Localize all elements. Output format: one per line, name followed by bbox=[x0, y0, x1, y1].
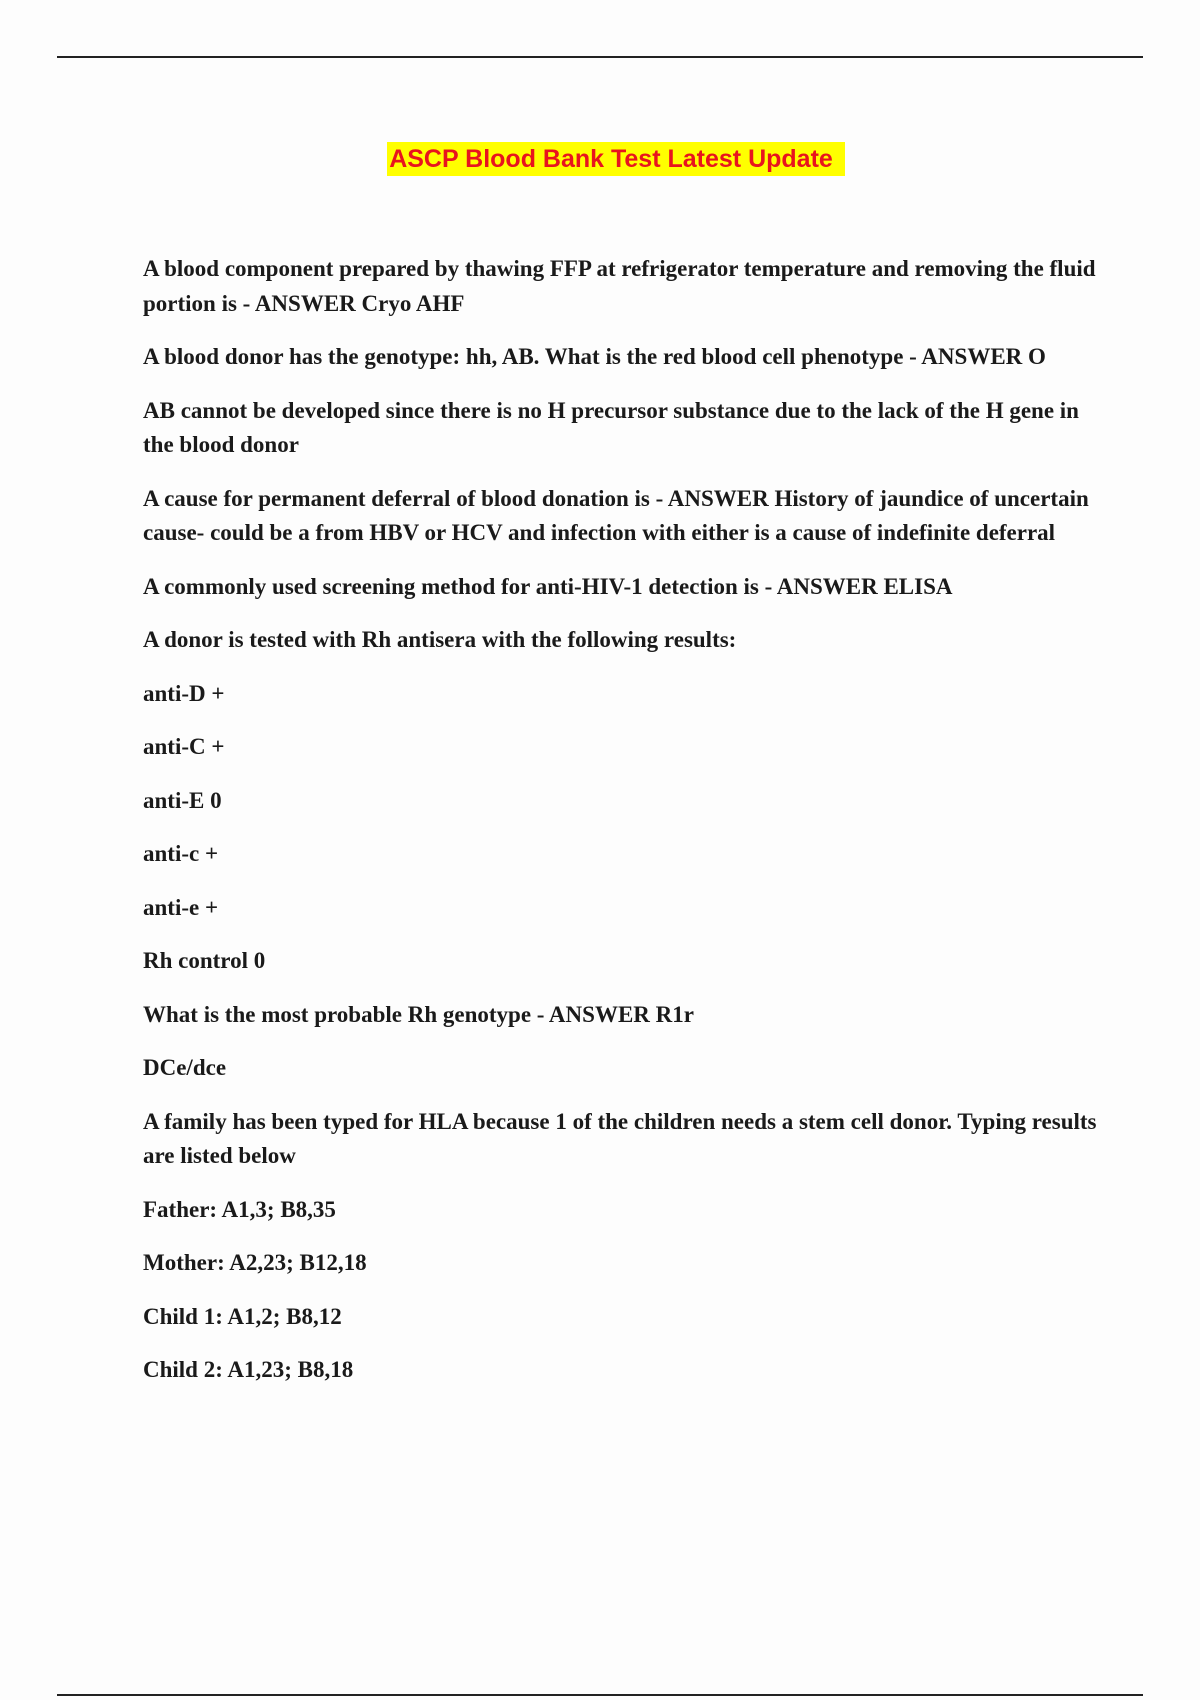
title-container bbox=[0, 142, 1200, 176]
rh-result-anti-e-lower: anti-e + bbox=[143, 894, 219, 920]
top-rule bbox=[57, 56, 1143, 58]
qa-genotype-explanation: AB cannot be developed since there is no H precursor substance due to the lack of the H gene in the blood donor bbox=[143, 397, 1079, 457]
qa-cryo: A blood component prepared by thawing FFP at refrigerator temperature and removing the fluid portion is - ANSWER Cryo AHF bbox=[143, 256, 1096, 316]
hla-child-1: Child 1: A1,2; B8,12 bbox=[143, 1303, 342, 1329]
rh-genotype-notation: DCe/dce bbox=[143, 1055, 227, 1080]
qa-rh-genotype: What is the most probable Rh genotype - ANSWER R1r bbox=[143, 1001, 694, 1027]
qa-hiv-screening: A commonly used screening method for anti-HIV-1 detection is - ANSWER ELISA bbox=[143, 573, 953, 599]
hla-father: Father: A1,3; B8,35 bbox=[143, 1196, 336, 1222]
hla-mother: Mother: A2,23; B12,18 bbox=[143, 1250, 367, 1275]
qa-permanent-deferral: A cause for permanent deferral of blood donation is - ANSWER History of jaundice of uncertain cause- could be a from HBV or HCV and infection with either is a cause of indefinite deferral bbox=[143, 485, 1089, 545]
qa-rh-antisera-intro: A donor is tested with Rh antisera with the following results: bbox=[143, 627, 737, 652]
rh-result-anti-c-lower: anti-c + bbox=[143, 841, 219, 866]
qa-hla-family-intro: A family has been typed for HLA because 1 of the children needs a stem cell donor. Typing results are listed below bbox=[143, 1108, 1097, 1168]
document-title: ASCP Blood Bank Test Latest Update bbox=[387, 142, 845, 176]
rh-result-anti-d: anti-D + bbox=[143, 680, 225, 706]
rh-result-anti-c-upper: anti-C + bbox=[143, 734, 225, 759]
hla-child-2: Child 2: A1,23; B8,18 bbox=[143, 1357, 354, 1382]
bottom-rule bbox=[57, 1694, 1143, 1696]
rh-result-anti-e-upper: anti-E 0 bbox=[143, 787, 222, 813]
qa-genotype-hh: A blood donor has the genotype: hh, AB. What is the red blood cell phenotype - ANSWER O bbox=[143, 344, 1046, 369]
rh-result-control: Rh control 0 bbox=[143, 948, 266, 973]
document-body bbox=[143, 252, 1103, 1407]
